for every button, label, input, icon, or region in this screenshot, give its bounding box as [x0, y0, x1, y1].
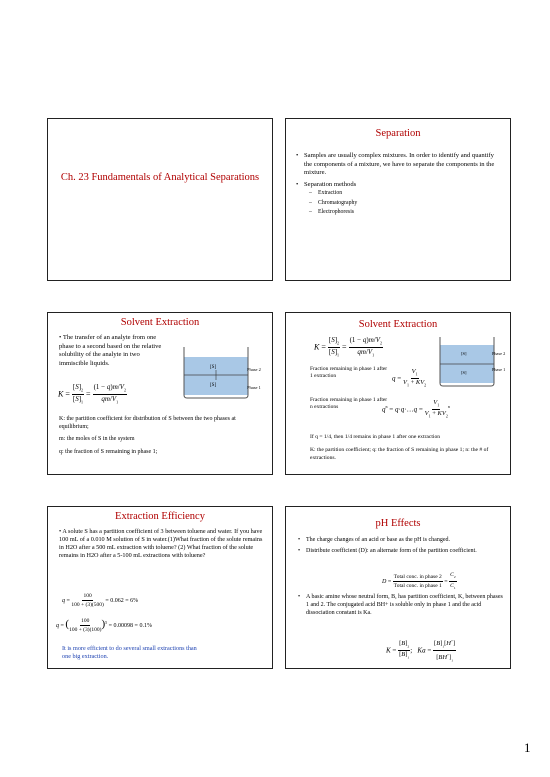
method-item: – Extraction: [304, 189, 502, 199]
one-extraction-text: Fraction remaining in phase 1 after 1 extraction: [310, 366, 388, 379]
q2-equation: q = ( $\frac{100}{100 + (3)(100)}$ )$^5$ = 0.00098 = 0.1%: [56, 617, 152, 633]
phase2-label: Phase 2: [492, 351, 506, 356]
bullet-text: • A solute S has a partition coefficient of 3 between toluene and water. If you have 100 mL of a 0.010 M solution of S in water.(1)What fraction of the solute remains in H2O after a 500 mL extraction with toluene? (2) What fraction of the solute remains in H2O after a 5-100 mL extractions with toluene?: [59, 528, 263, 559]
bullet-text: • A basic amine whose neutral form, B, has partition coefficient, K, between phases 1 and 2. The conjugated acid BH+ is soluble only in phase 1 and the acid dissociation constant is Ka.: [306, 593, 504, 617]
slide-ph-effects: [285, 506, 511, 669]
bullet-dot-icon: •: [59, 334, 63, 341]
partition-equation: K = $\frac{[S]_2}{[S]_1}$ = $\frac{(1 - q)m/V_2}{qm/V_1}$: [58, 383, 126, 405]
phase2-label: Phase 2: [247, 367, 261, 372]
bullet-text: • Separation methods: [304, 181, 502, 190]
q1-equation: q = $\frac{100}{100 + (3)(500)}$ = 0.062 = 6%: [62, 593, 139, 608]
beaker-diagram: [436, 335, 506, 392]
slide-separation: [285, 118, 511, 281]
phase1-label: Phase 1: [492, 367, 506, 372]
svg-text:[S]: [S]: [461, 370, 467, 375]
beaker-diagram: [178, 343, 268, 404]
one-extraction-equation: q = $\frac{V_1}{V_1 + KV_2}$: [392, 368, 427, 388]
bullet-text: • The charge changes of an acid or base as the pH is changed.: [306, 536, 504, 544]
conclusion-text: It is more efficient to do several small extractions than one big extraction.: [62, 645, 197, 660]
svg-text:[S]: [S]: [210, 365, 217, 370]
svg-text:[S]: [S]: [210, 383, 217, 388]
bullet-text: • Samples are usually complex mixtures. In order to identify and quantify the components of a mixture, we have to separate the components in the mixture.: [304, 152, 502, 178]
n-extractions-text: Fraction remaining in phase 1 after n extractions: [310, 397, 388, 410]
partition-equation: K = $\frac{[S]_2}{[S]_1}$ = $\frac{(1 - q)m/V_2}{qm/V_1}$: [314, 336, 382, 358]
bullet-text: • Distribute coefficient (D): an alternate form of the partition coefficient.: [306, 547, 504, 555]
slide-solvent-extraction: [47, 312, 273, 475]
slide-heading: Solvent Extraction: [358, 319, 438, 330]
m-definition: m: the moles of S in the system: [59, 436, 135, 442]
slide-heading: Solvent Extraction: [120, 317, 200, 328]
phase1-label: Phase 1: [247, 385, 261, 390]
n-extractions-equation: $q^n$ = q·q·…q = $\frac{V_1}{V_1 + KV_2}$ $^n$: [382, 399, 450, 419]
method-item: – Chromatography: [304, 199, 502, 209]
method-item: – Electrophoresis: [304, 208, 502, 218]
example-text: If q = 1/4, then 1/4 remains in phase 1 after one extraction: [310, 434, 441, 440]
slide-heading: Separation: [375, 128, 421, 139]
chapter-title: Ch. 23 Fundamentals of Analytical Separations: [60, 172, 260, 183]
partition-ka-equation: K = $\frac{[B]_2}{[B]_1}$ ; Ka = $\frac{[B]_1[H^+]}{[BH^+]_1}$: [386, 639, 456, 663]
slide-solvent-extraction-2: [285, 312, 511, 475]
slide-extraction-efficiency: [47, 506, 273, 669]
definitions-text: K: the partition coefficient; q: the fraction of S remaining in phase 1; n: the # of extractions.: [310, 447, 489, 461]
k-definition: K: the partition coefficient for distribution of S between the two phases at equilibrium;: [59, 416, 236, 430]
bullet-text: • The transfer of an analyte from one phase to a second based on the relative solubility of the analyte in two immiscible liquids.: [59, 334, 162, 367]
slide-title: [47, 118, 273, 281]
svg-text:[S]: [S]: [461, 351, 467, 356]
distribution-equation: D = $\frac{\text{Total conc. in phase 2}}{\text{Total conc. in phase 1}}$ = $\frac{C_2}{C_1}$: [382, 572, 456, 591]
slide-heading: pH Effects: [375, 518, 421, 529]
slide-heading: Extraction Efficiency: [115, 511, 205, 522]
q-definition: q: the fraction of S remaining in phase 1;: [59, 449, 158, 455]
page-number: 1: [524, 740, 531, 755]
